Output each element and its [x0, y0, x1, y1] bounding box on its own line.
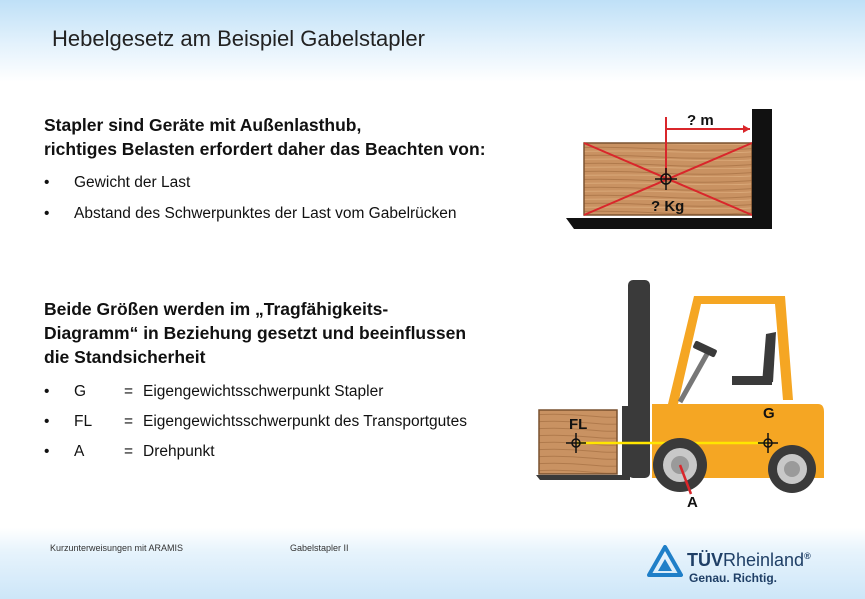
section2-heading-line3: die Standsicherheit: [44, 347, 206, 367]
bullet-text: Gewicht der Last: [74, 174, 191, 191]
footer-topic: Gabelstapler II: [290, 543, 349, 553]
definition-text: Drehpunkt: [143, 443, 215, 460]
definition-text: Eigengewichtsschwerpunkt des Transportgutes: [143, 413, 467, 430]
arrow-head: [743, 125, 750, 133]
fork-blade: [536, 475, 630, 480]
definition-symbol: G: [74, 383, 87, 400]
bullet-dot: •: [44, 413, 50, 430]
definition-equals: =: [124, 413, 134, 430]
rear-wheel: [768, 445, 816, 493]
g-label: G: [763, 405, 775, 422]
bullet-dot: •: [44, 205, 50, 222]
brand-bold: TÜV: [687, 550, 723, 570]
definition-equals: =: [124, 443, 134, 460]
definition-symbol: A: [74, 443, 85, 460]
bullet-dot: •: [44, 174, 50, 191]
bullet-dot: •: [44, 383, 50, 400]
fork-back-rest: [752, 109, 772, 229]
brand-tagline: Genau. Richtig.: [689, 571, 778, 585]
fl-label: FL: [569, 416, 588, 433]
brand-name: [687, 550, 811, 571]
forklift-diagram: [530, 272, 830, 512]
section2-heading: [44, 297, 466, 369]
seat: [732, 376, 772, 385]
section2-heading-line2: Diagramm“ in Beziehung gesetzt und beeinflussen: [44, 323, 467, 343]
distance-label: ? m: [687, 112, 714, 129]
a-label: A: [687, 494, 698, 511]
section1-heading: [44, 113, 486, 161]
brand-light: Rheinland: [723, 550, 805, 570]
section1-heading-line1: Stapler sind Geräte mit Außenlasthub,: [44, 115, 362, 135]
section2-heading-line1: Beide Größen werden im „Tragfähigkeits-: [44, 299, 389, 319]
definition-equals: =: [124, 383, 134, 400]
fork-blade: [566, 218, 772, 229]
triangle-logo-icon: [647, 545, 683, 577]
definition-symbol: FL: [74, 413, 93, 430]
tuv-logo: [647, 545, 822, 590]
load-lever-diagram: [560, 105, 780, 235]
slide-title: Hebelgesetz am Beispiel Gabelstapler: [52, 26, 425, 51]
weight-label: ? Kg: [651, 198, 685, 215]
mast: [628, 280, 650, 478]
section1-heading-line2: richtiges Belasten erfordert daher das Beachten von:: [44, 139, 486, 159]
bullet-text: Abstand des Schwerpunktes der Last vom Gabelrücken: [74, 205, 457, 222]
registered-mark: ®: [804, 551, 811, 561]
footer-course-title: Kurzunterweisungen mit ARAMIS: [50, 543, 184, 553]
definition-text: Eigengewichtsschwerpunkt Stapler: [143, 383, 384, 400]
bullet-dot: •: [44, 443, 50, 460]
